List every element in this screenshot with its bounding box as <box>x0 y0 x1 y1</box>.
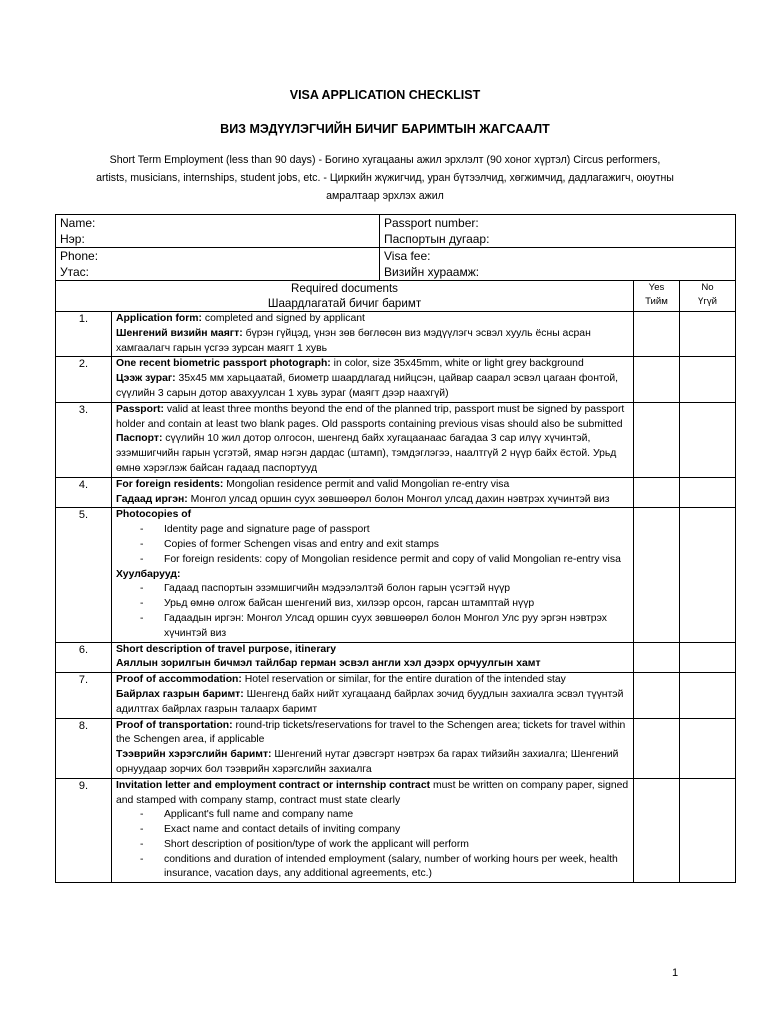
list-item: - Гадаад паспортын эзэмшигчийн мэдээлэлтэй болон гарын үсэгтэй нүүр <box>140 582 629 597</box>
fee-label-en: Visa fee: <box>384 249 431 263</box>
item-mn-bold: Гадаад иргэн: <box>116 493 188 505</box>
table-row <box>56 673 736 718</box>
item-mn-text: 35х45 мм харьцаатай, биометр шаардлагад нийцсэн, цайвар саарал эсвэл цагаан фонтой, сүүлийн 3 сарын дотор авахуулсан 1 хувь зураг (маягт дээр наахгүй) <box>116 373 619 399</box>
table-row <box>56 357 736 402</box>
en-list <box>116 523 629 567</box>
item-mn-bold: Хуулбарууд: <box>116 568 181 580</box>
item-mn-text: Шенгений нутаг дэвсгэрт нэвтрэх ба гарах тийзийн захиалга; Шенгений орнуудаар зорчих бол тээврийн хэрэгслийн захиалга <box>116 749 619 775</box>
item-en-text: must be written on company paper, signed and stamped with company stamp, contract must state clearly <box>116 779 629 806</box>
no-checkbox-cell[interactable] <box>680 402 736 477</box>
required-documents-header <box>56 281 634 312</box>
title-mn: ВИЗ МЭДҮҮЛЭГЧИЙН БИЧИГ БАРИМТЫН ЖАГСААЛТ <box>220 122 550 136</box>
item-mn-text: бүрэн гүйцэд, үнэн зөв бөглөсөн виз мэдүүлэгч эсвэл хууль ёсны асран хамгаалагч гарын үсгээ зурсан маягт 1 хувь <box>116 327 591 354</box>
en-list <box>116 808 629 882</box>
item-en-bold: Invitation letter and employment contract or internship contract <box>116 779 431 791</box>
header-no-mn: Үгүй <box>698 296 717 307</box>
item-en-bold: Photocopies of <box>116 509 192 521</box>
item-en-bold: Proof of accommodation: <box>116 674 242 686</box>
yes-checkbox-cell[interactable] <box>634 402 680 477</box>
fee-cell[interactable] <box>380 248 736 281</box>
name-label-mn: Нэр: <box>60 232 85 246</box>
yes-header <box>634 281 680 312</box>
yes-checkbox-cell[interactable] <box>634 477 680 508</box>
item-description <box>112 357 634 402</box>
item-en-bold: One recent biometric passport photograph: <box>116 358 331 370</box>
item-en-text: round-trip tickets/reservations for travel to the Schengen area; tickets for travel within the Schengen area, if applicable <box>116 719 626 746</box>
name-label-en: Name: <box>60 216 96 230</box>
no-checkbox-cell[interactable] <box>680 673 736 718</box>
item-en-bold: Passport: <box>116 403 164 415</box>
list-item: - Гадаадын иргэн: Монгол Улсад оршин суух зөвшөөрөл болон Монгол Улс руу эргэн нэвтрэх хүчинтэй виз <box>140 612 629 642</box>
item-description <box>112 402 634 477</box>
checklist-table <box>55 214 736 883</box>
yes-checkbox-cell[interactable] <box>634 357 680 402</box>
page-number: 1 <box>672 967 679 979</box>
item-en-text: valid at least three months beyond the end of the planned trip, passport must be signed by passport holder and contain at least two blank pages. Old passports containing previous visas should also be submitted <box>116 403 625 430</box>
item-en-text: completed and signed by applicant <box>202 313 365 324</box>
item-en-bold: For foreign residents: <box>116 478 224 490</box>
table-row <box>56 402 736 477</box>
phone-label-mn: Утас: <box>60 265 89 279</box>
mn-list <box>116 582 629 641</box>
item-mn-bold: Аяллын зорилгын бичмэл тайлбар герман эсвэл англи хэл дээрх орчуулгын хамт <box>116 658 541 670</box>
item-mn-bold: Цээж зураг: <box>116 373 176 385</box>
header-no-en: No <box>701 282 714 293</box>
item-mn-bold: Тээврийн хэрэгслийн баримт: <box>116 749 272 761</box>
table-row <box>56 642 736 673</box>
header-yes-mn: Тийм <box>645 296 668 307</box>
phone-row <box>56 248 736 281</box>
title-en: VISA APPLICATION CHECKLIST <box>289 88 481 102</box>
passport-label-en: Passport number: <box>384 216 479 230</box>
item-description <box>112 642 634 673</box>
no-header <box>680 281 736 312</box>
table-row <box>56 718 736 778</box>
item-mn-bold: Байрлах газрын баримт: <box>116 688 244 700</box>
item-description <box>112 718 634 778</box>
item-mn-text: Шенгенд байх нийт хугацаанд байрлах зочид буудлын захиалга эсвэл түүнтэй адилтгах байрлах газрын талаарх баримт <box>116 688 624 715</box>
subtitle: Short Term Employment (less than 90 days) - Богино хугацааны ажил эрхлэлт (90 хоног хүртэл) Circus performers, artists, musicians, internships, student jobs, etc. - Циркийн жүжигчид, уран бүтээлчид, хөгжимчид, дадлагажигч, оюутны амралтаар эрхлэх ажил <box>96 154 674 202</box>
list-item: - Applicant's full name and company name <box>140 808 629 823</box>
item-description <box>112 673 634 718</box>
table-row <box>56 477 736 508</box>
header-req-mn: Шаардлагатай бичиг баримт <box>267 297 422 310</box>
item-number: 4. <box>56 477 112 508</box>
item-en-bold: Proof of transportation: <box>116 719 233 731</box>
item-number: 2. <box>56 357 112 402</box>
list-item: - Short description of position/type of work the applicant will perform <box>140 838 629 853</box>
item-number: 1. <box>56 312 112 357</box>
item-en-bold: Short description of travel purpose, itinerary <box>116 643 336 655</box>
table-row <box>56 778 736 883</box>
list-item: - Урьд өмнө олгож байсан шенгений виз, хилээр орсон, гарсан штамптай нүүр <box>140 597 629 612</box>
list-item: - Copies of former Schengen visas and entry and exit stamps <box>140 538 629 553</box>
table-header-row <box>56 281 736 312</box>
item-mn-text: Монгол улсад оршин суух зөвшөөрөл болон Монгол улсад дахин нэвтрэх хүчинтэй виз <box>187 493 610 505</box>
item-number: 7. <box>56 673 112 718</box>
yes-checkbox-cell[interactable] <box>634 312 680 357</box>
yes-checkbox-cell[interactable] <box>634 718 680 778</box>
no-checkbox-cell[interactable] <box>680 477 736 508</box>
item-mn-text: сүүлийн 10 жил дотор олгосон, шенгенд байх хугацаанаас багадаа 3 сар илүү хүчинтэй, эзэмшигчийн гарын үсгэтэй, ямар нэгэн дардас (штамп), тэмдэглэгээ, наалтгүй 2 нүүр байх ёстой. Урьд өмнө хэрэглэж байсан гадаад паспортууд <box>116 433 617 474</box>
no-checkbox-cell[interactable] <box>680 357 736 402</box>
item-en-text: Hotel reservation or similar, for the entire duration of the intended stay <box>241 674 566 686</box>
item-en-text: in color, size 35x45mm, white or light grey background <box>330 358 584 370</box>
no-checkbox-cell[interactable] <box>680 508 736 642</box>
item-en-text: Mongolian residence permit and valid Mongolian re-entry visa <box>223 478 510 490</box>
fee-label-mn: Визийн хураамж: <box>384 265 480 279</box>
list-item: - conditions and duration of intended employment (salary, number of working hours per week, health insurance, vacation days, any additional agreements, etc.) <box>140 853 629 883</box>
item-description <box>112 477 634 508</box>
item-number: 9. <box>56 778 112 883</box>
name-cell[interactable] <box>56 215 380 248</box>
header-yes-en: Yes <box>648 282 665 293</box>
no-checkbox-cell[interactable] <box>680 778 736 883</box>
phone-cell[interactable] <box>56 248 380 281</box>
item-en-bold: Application form: <box>116 313 203 324</box>
name-row <box>56 215 736 248</box>
list-item: - Exact name and contact details of inviting company <box>140 823 629 838</box>
list-item: - Identity page and signature page of passport <box>140 523 629 538</box>
yes-checkbox-cell[interactable] <box>634 673 680 718</box>
table-row <box>56 508 736 642</box>
item-number: 3. <box>56 402 112 477</box>
phone-label-en: Phone: <box>60 249 99 263</box>
item-number: 5. <box>56 508 112 642</box>
item-number: 8. <box>56 718 112 778</box>
header-req-en: Required documents <box>291 282 398 295</box>
no-checkbox-cell[interactable] <box>680 642 736 673</box>
passport-cell[interactable] <box>380 215 736 248</box>
passport-label-mn: Паспортын дугаар: <box>384 232 490 246</box>
yes-checkbox-cell[interactable] <box>634 778 680 883</box>
item-mn-bold: Паспорт: <box>116 433 163 445</box>
no-checkbox-cell[interactable] <box>680 312 736 357</box>
yes-checkbox-cell[interactable] <box>634 642 680 673</box>
item-number: 6. <box>56 642 112 673</box>
item-description <box>112 508 634 642</box>
no-checkbox-cell[interactable] <box>680 718 736 778</box>
item-mn-bold: Шенгений визийн маягт: <box>116 327 243 339</box>
item-description <box>112 312 634 357</box>
list-item: - For foreign residents: copy of Mongolian residence permit and copy of valid Mongolian re-entry visa <box>140 553 629 568</box>
yes-checkbox-cell[interactable] <box>634 508 680 642</box>
item-description <box>112 778 634 883</box>
table-row <box>56 312 736 357</box>
